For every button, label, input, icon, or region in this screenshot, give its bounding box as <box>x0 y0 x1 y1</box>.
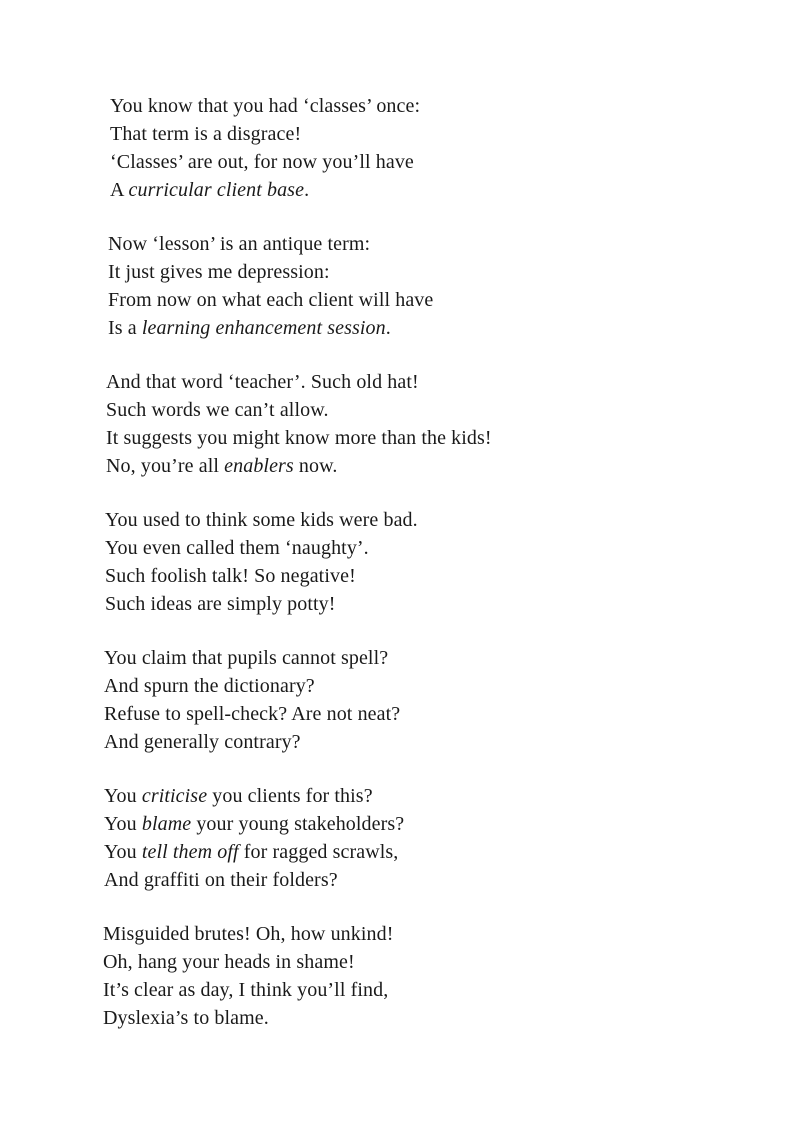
stanza-7 <box>103 920 760 1032</box>
poem-line <box>106 368 760 396</box>
poem-line <box>105 506 760 534</box>
poem-line <box>104 672 760 700</box>
poem-line <box>110 120 760 148</box>
poem-line <box>106 452 760 480</box>
line-text: You <box>104 785 142 807</box>
poem-line <box>103 976 760 1004</box>
line-text: . <box>304 179 310 201</box>
emphasized-text: tell them off <box>141 841 239 863</box>
stanza-3 <box>106 368 760 480</box>
poem-line <box>108 230 760 258</box>
line-text: It just gives me depression: <box>108 261 330 283</box>
line-text: And spurn the dictionary? <box>104 675 315 697</box>
line-text: Refuse to spell-check? Are not neat? <box>104 703 401 725</box>
line-text: Is a <box>108 317 142 339</box>
emphasized-text: learning enhancement session <box>141 317 386 339</box>
line-text: Now ‘lesson’ is an antique term: <box>108 233 371 255</box>
poem-line <box>108 314 760 342</box>
poem-line <box>104 728 760 756</box>
poem-line <box>104 838 760 866</box>
line-text: It suggests you might know more than the kids! <box>106 427 492 449</box>
line-text: A <box>110 179 129 201</box>
line-text: Such foolish talk! So negative! <box>105 565 356 587</box>
stanza-5 <box>104 644 760 756</box>
line-text: Such words we can’t allow. <box>106 399 329 421</box>
poem-line <box>104 810 760 838</box>
line-text: your young stakeholders? <box>191 813 405 835</box>
poem <box>103 92 760 1032</box>
line-text: It’s clear as day, I think you’ll find, <box>103 979 389 1001</box>
line-text: And generally contrary? <box>104 731 301 753</box>
poem-line <box>110 148 760 176</box>
line-text: You <box>104 813 142 835</box>
line-text: You even called them ‘naughty’. <box>105 537 369 559</box>
poem-line <box>108 258 760 286</box>
poem-line <box>105 534 760 562</box>
line-text: you clients for this? <box>207 785 373 807</box>
emphasized-text: blame <box>141 813 192 835</box>
poem-line <box>103 948 760 976</box>
line-text: Dyslexia’s to blame. <box>103 1007 269 1029</box>
line-text: And graffiti on their folders? <box>104 869 338 891</box>
emphasized-text: enablers <box>224 455 294 477</box>
line-text: now. <box>293 455 338 477</box>
poem-line <box>105 562 760 590</box>
emphasized-text: curricular client base <box>128 179 305 201</box>
poem-line <box>106 396 760 424</box>
line-text: You claim that pupils cannot spell? <box>104 647 389 669</box>
line-text: for ragged scrawls, <box>238 841 399 863</box>
stanza-2 <box>108 230 760 342</box>
poem-line <box>103 1004 760 1032</box>
poem-line <box>106 424 760 452</box>
line-text: Such ideas are simply potty! <box>105 593 336 615</box>
poem-line <box>103 920 760 948</box>
poem-line <box>104 866 760 894</box>
line-text: You used to think some kids were bad. <box>105 509 418 531</box>
poem-line <box>108 286 760 314</box>
line-text: Misguided brutes! Oh, how unkind! <box>103 923 394 945</box>
line-text: From now on what each client will have <box>108 289 434 311</box>
poem-line <box>110 176 760 204</box>
line-text: You know that you had ‘classes’ once: <box>110 95 421 117</box>
poem-line <box>105 590 760 618</box>
stanza-1 <box>110 92 760 204</box>
line-text: ‘Classes’ are out, for now you’ll have <box>110 151 414 173</box>
poem-line <box>104 644 760 672</box>
poem-line <box>104 700 760 728</box>
poem-line <box>110 92 760 120</box>
line-text: No, you’re all <box>106 455 225 477</box>
line-text: Oh, hang your heads in shame! <box>103 951 355 973</box>
poem-line <box>104 782 760 810</box>
line-text: . <box>385 317 391 339</box>
emphasized-text: criticise <box>141 785 208 807</box>
line-text: That term is a disgrace! <box>110 123 302 145</box>
line-text: And that word ‘teacher’. Such old hat! <box>106 371 419 393</box>
line-text: You <box>104 841 142 863</box>
stanza-4 <box>105 506 760 618</box>
stanza-6 <box>104 782 760 894</box>
